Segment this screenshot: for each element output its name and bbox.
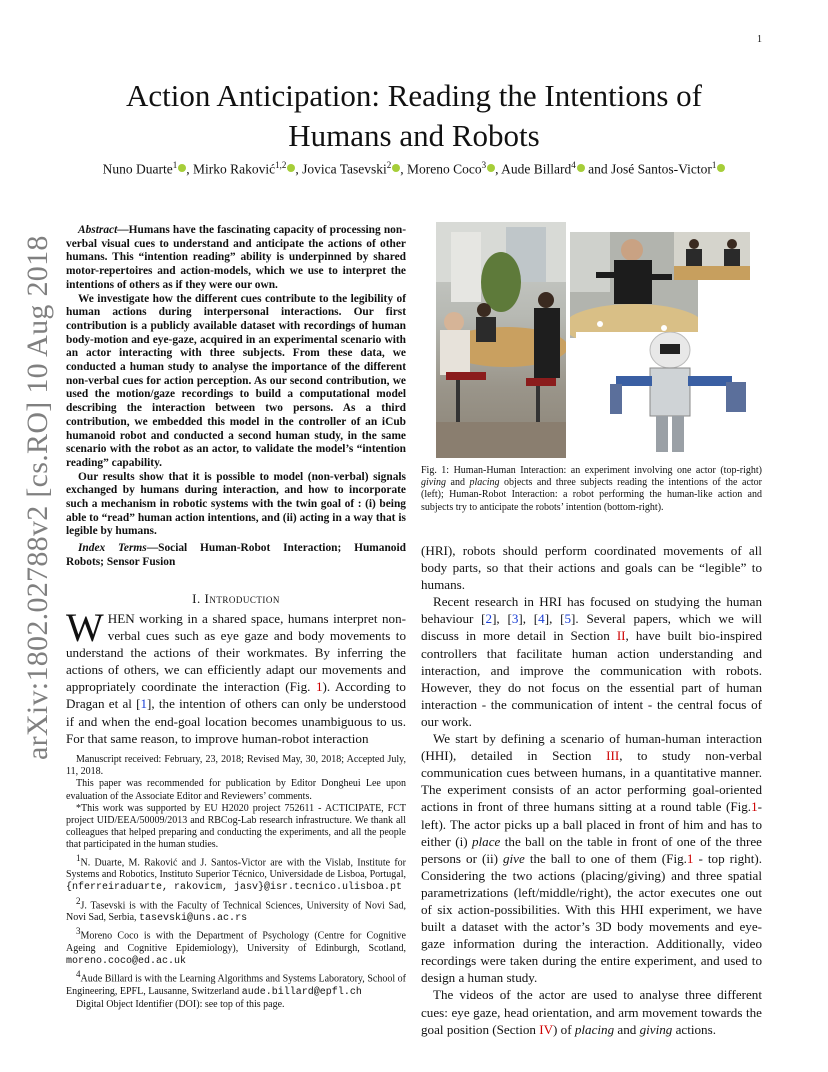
citation-link[interactable]: 3 xyxy=(511,611,519,627)
section-heading: I. Introduction xyxy=(192,591,280,606)
figure-ref-link[interactable]: 1 xyxy=(751,799,758,815)
page-number: 1 xyxy=(757,34,762,45)
introduction-text: WHEN working in a shared space, humans interpret non-verbal cues such as eye gaze and body movements to understand the actions of their workmates. By inferring the actions of others, we can efficiently adapt our movements and appropriately coordinate the interaction (Fig. 1). According to Dragan et al [1], the intention of others can only be understood if and when the end-goal location becomes unambiguous to us. For that same reason, to improve human-robot interaction xyxy=(66,605,406,746)
author-name: Nuno Duarte xyxy=(102,161,173,177)
citation-link[interactable]: 4 xyxy=(538,611,545,627)
paper-title: Action Anticipation: Reading the Intentions of Humans and Robots xyxy=(126,78,702,153)
orcid-icon[interactable] xyxy=(487,164,495,172)
index-terms: Index Terms—Social Human-Robot Interaction; Humanoid Robots; Sensor Fusion xyxy=(66,542,406,568)
author-name: Jovica Tasevski xyxy=(302,161,387,177)
right-column-text: (HRI), robots should perform coordinated movements of all body parts, so that their actions and goals can be “legible” to humans. Recent research in HRI has focused on studying the human behaviour [2], [3], [4], [5]. Several papers, which we will discuss in more detail in Section II, have built bio-inspired controllers that facilitate human action understanding and interaction, and improve the communication with robots. However, they do not focus on the essential part of human interaction - the communication of intent - the central focus of our work. We start by defining a scenario of human-human interaction (HHI), detailed in Section III, to study non-verbal communication cues between humans, in a quantitative manner. The experiment consists of an actor performing goal-oriented actions in front of three humans sitting at a round table (Fig.1-left). The actor picks up a ball placed in front of him and has to either (i) place the ball on the table in front of one of the three persons or (ii) give the ball to one of them (Fig.1 - top right). Considering the two actions (placing/giving) and three spatial parametrizations (left/middle/right), the actor executes one out of six action-possibilities. With this HHI experiment, we have built a dataset with the actor’s 3D body movements and eye-gaze information during the interaction. Additionally, video recordings were taken during the entire experiment, and used to design a human study. The videos of the actor are used to analyse three different cues: eye gaze, head orientation, and arm movement towards the goal position (Section IV) of placing and giving actions. xyxy=(421,543,763,1037)
section-ref-link[interactable]: III xyxy=(606,748,620,764)
email-link[interactable]: tasevski@uns.ac.rs xyxy=(139,913,248,925)
author-list: Nuno Duarte$^1$ , Mirko Raković$^{1,2}$ , Jovica Tasevski$^2$ , Moreno Coco$^3$ , Aude Billard$^4$ and José Santos-Victor$^1$ xyxy=(60,160,768,178)
author-name: Moreno Coco xyxy=(407,161,482,177)
author-name: Mirko Raković xyxy=(192,161,276,177)
icub-robot-photo xyxy=(576,332,764,458)
figure-ref-link[interactable]: 1 xyxy=(315,679,323,695)
section-ref-link[interactable]: IV xyxy=(539,1021,554,1037)
drop-cap: W xyxy=(66,605,104,650)
author-name: José Santos-Victor xyxy=(611,161,712,177)
abstract: Abstract—Humans have the fascinating capacity of processing non-verbal visual cues to understand and anticipate the actions of other humans. This “intention reading” ability is underpinned by shared motor-repertoires and action-models, which we use to interpret the intentions of others as if they were our own. We investigate how the different cues contribute to the legibility of human actions during interpersonal interactions. Our first contribution is a publicly available dataset with recordings of human body-motion and eye-gaze, acquired in an experimental scenario with an actor interacting with three subjects. From these data, we conducted a human study to analyse the importance of the different non-verbal cues for action perception. As our second contribution, we used the motion/gaze recordings to build a computational model describing the interaction between two persons. As a third contribution, we embedded this model in the controller of an iCub humanoid robot and conducted a second human study, in the same scenario with the robot as an actor, to validate the model’s “intention reading” capability. Our results show that it is possible to model (non-verbal) signals exchanged by humans during interaction, and how to incorporate such a mechanism in robotic systems with the twin goal of : (i) being able to “read” human action intentions, and (ii) acting in a way that is legible by humans. xyxy=(66,224,406,538)
citation-link[interactable]: 2 xyxy=(485,611,493,627)
orcid-icon[interactable] xyxy=(392,164,400,172)
figure-caption: Fig. 1: Human-Human Interaction: an experiment involving one actor (top-right) giving and placing objects and three subjects reading the intentions of the actor (left); Human-Robot Interaction: a robot performing the human-like action and subjects try to anticipate the robots’ intention (bottom-right). xyxy=(421,465,762,513)
section-ref-link[interactable]: II xyxy=(616,628,626,644)
orcid-icon[interactable] xyxy=(577,164,585,172)
email-link[interactable]: {nferreiraduarte, rakovicm, jasv}@isr.tecnico.ulisboa.pt xyxy=(66,882,403,894)
email-link[interactable]: moreno.coco@ed.ac.uk xyxy=(66,956,187,968)
figure-ref-link[interactable]: 1 xyxy=(686,850,694,866)
arxiv-identifier[interactable]: arXiv:1802.02788v2 [cs.RO] 10 Aug 2018 xyxy=(21,235,54,760)
figure-1 xyxy=(436,222,766,458)
footnotes: Manuscript received: February, 23, 2018; Revised May, 30, 2018; Accepted July, 11, 2018. This paper was recommended for publication by Editor Dongheui Lee upon evaluation of the Associate Editor and Reviewers’ comments. *This work was supported by EU H2020 project 752611 - ACTICIPATE, FCT project UID/EEA/50009/2013 and RBCog-Lab research infrastructure. We thank all colleagues that helped preparing and conducting the experiments, and all the people that participated in the human studies. $^1$N. Duarte, M. Raković and J. Santos-Victor are with the Vislab, Institute for Systems and Robotics, Instituto Superior Técnico, Universidade de Lisboa, Portugal, {nferreiraduarte, rakovicm, jasv}@isr.tecnico.ulisboa.pt $^2$J. Tasevski is with the Faculty of Technical Sciences, University of Novi Sad, Novi Sad, Serbia, tasevski@uns.ac.rs $^3$Moreno Coco is with the Department of Psychology (Centre for Cognitive Ageing and Cognitive Epidemiology), University of Edinburgh, Scotland, moreno.coco@ed.ac.uk $^4$Aude Billard is with the Learning Algorithms and Systems Laboratory, School of Engineering, EPFL, Lausanne, Switzerland aude.billard@epfl.ch Digital Object Identifier (DOI): see top of this page. xyxy=(66,754,406,1010)
orcid-icon[interactable] xyxy=(287,164,295,172)
hhi-experiment-photo xyxy=(436,222,566,458)
citation-link[interactable]: 5 xyxy=(564,611,572,627)
subjects-inset-photo xyxy=(674,232,750,280)
orcid-icon[interactable] xyxy=(178,164,186,172)
email-link[interactable]: aude.billard@epfl.ch xyxy=(241,986,362,998)
author-name: Aude Billard xyxy=(501,161,572,177)
citation-link[interactable]: 1 xyxy=(140,696,148,712)
orcid-icon[interactable] xyxy=(717,164,725,172)
abstract-label: Abstract xyxy=(78,224,118,236)
